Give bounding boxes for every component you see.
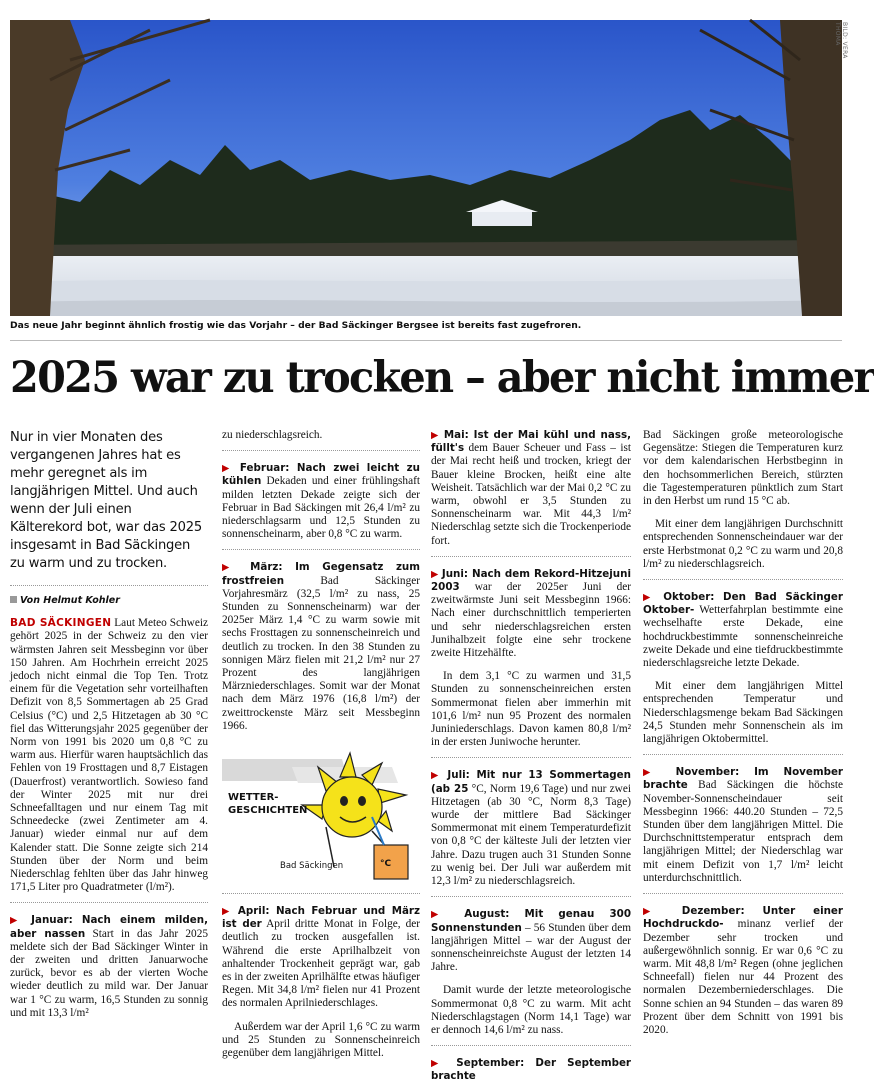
bullet-arrow-icon: ▶ — [643, 906, 665, 918]
section-september-text2: Mit einer dem langjährigen Durchschnitt entsprechenden Sonnenscheindauer war der erste Herbstmonat 0,2 °C zu warm und 20,8 l/m² zu niederschlagsreich. — [643, 518, 843, 570]
section-juli-head: Juli: Mit nur 13 Sommertagen (ab 25 — [431, 769, 631, 795]
column-2 — [222, 429, 420, 1060]
section-divider — [431, 556, 631, 557]
section-divider — [643, 754, 843, 755]
section-oktober-text: Wetterfahrplan bestimmte eine wechselhafte erste Dekade, eine hochdruckbestimmte sonnenscheinreiche zweite Dekade und eine tiefdruckbestimmte niederschlagsreiche letzte Dekade. — [643, 604, 843, 670]
bullet-arrow-icon: ▶ — [222, 562, 239, 574]
section-januar — [10, 914, 208, 1020]
bullet-arrow-icon: ▶ — [431, 770, 442, 782]
section-divider — [10, 902, 208, 903]
section-mai — [431, 429, 631, 548]
section-maerz-head: März: Im Gegensatz zum frostfreien — [222, 561, 420, 587]
section-divider — [431, 896, 631, 897]
section-januar-cont: zu niederschlagsreich. — [222, 429, 323, 441]
bullet-arrow-icon: ▶ — [431, 1058, 446, 1070]
section-august-text2: Damit wurde der letzte meteorologische Sommermonat 0,8 °C zu warm. Mit acht Niederschlagstagen (Norm 14,1 Tage) war er dennoch 14,6 l/m² zu nass. — [431, 984, 631, 1036]
column-1 — [10, 429, 208, 1020]
bullet-arrow-icon: ▶ — [431, 430, 440, 441]
bullet-arrow-icon: ▶ — [643, 592, 656, 604]
section-november-text: Bad Säckingen die höchste November-Sonnenscheindauer seit Messbeginn 1966: 440.20 Stunden – 72,5 Stunden über dem langjährigen Mittel. Die Durchschnittstemperatur entsprach dem langjährigen Mittel; der Niederschlag war mit einem Defizit von 1,7 l/m² leicht unterdurchschnittlich. — [643, 779, 843, 884]
logo-title: WETTER- GESCHICHTEN — [228, 792, 308, 817]
section-februar-text: Dekaden und einer frühlingshaft milden letzten Dekade zeigte sich der Februar in Bad Säckingen mit 26,4 l/m² zu niederschlagsarm und 12,5 Stunden zu sonnenscheinarm, aber 0,8 °C zu warm. — [222, 475, 420, 541]
column-4 — [643, 429, 843, 1037]
section-november — [643, 766, 843, 885]
bullet-arrow-icon: ▶ — [643, 767, 662, 779]
section-divider — [222, 549, 420, 550]
headline: 2025 war zu trocken – aber nicht immer — [10, 353, 874, 403]
section-juni-text2: In dem 3,1 °C zu warmen und 31,5 Stunden zu sonnenscheinreichen ersten Sommermonat fielen aber immerhin mit 101,6 l/m² nun 95 Prozent des normalen Juniniederschlags. Davon kamen 80,8 l/m² in der ersten Juniwoche herunter. — [431, 670, 631, 749]
section-divider — [222, 893, 420, 894]
section-juli — [431, 769, 631, 888]
section-februar — [222, 462, 420, 541]
section-september-text: Bad Säckingen große meteorologische Gegensätze: Stiegen die Temperaturen kurz vor dem kalendarischen Herbstbeginn in den hochsommerlichen Bereich, stürzten die Tagestemperaturen pünktlich zum Start in den Herbst um rund 15 °C ab. — [643, 429, 843, 508]
section-oktober-head: Oktober: Den Bad Säckinger Oktober- — [643, 591, 843, 617]
section-april-text: April dritte Monat in Folge, der deutlich zu trocken ausgefallen ist. Während die erste Aprilhalbzeit von anhaltender Trockenheit geprägt war, gab es in der zweiten Aprilhälfte etwas häufiger Regen. Mit 34,8 l/m² fielen nur 41 Prozent des normalen Aprilniederschlages. — [222, 918, 420, 1010]
section-juni-text: war der 2025er Juni der zweitwärmste Juni seit Messbeginn 1966: Nach einer durchschnittlich temperierten und sehr niederschlagsreichen ersten Junihalbzeit folgte eine sehr trockene zweite Hitzehälfte. — [431, 581, 631, 660]
section-mai-text: dem Bauer Scheuer und Fass – ist der Mai recht heiß und trocken, kriegt der Bauer kleine Brocken, heißt eine alte Weisheit. Tatsächlich war der Mai 0,2 °C zu warm, obwohl er 3,5 Stunden zu Sonnenscheinarm war. Mit 44,3 l/m² Niederschlag setzte sich die Trockenperiode fort. — [431, 442, 632, 547]
section-april — [222, 905, 420, 1011]
byline-square-icon — [10, 596, 17, 603]
section-februar-head: Februar: Nach zwei leicht zu kühlen — [222, 462, 420, 488]
section-juni — [431, 568, 631, 660]
frozen-lake-image — [10, 20, 842, 316]
byline — [10, 585, 208, 607]
section-divider — [431, 1045, 631, 1046]
bullet-arrow-icon: ▶ — [222, 906, 233, 918]
section-divider — [222, 450, 420, 451]
section-januar-head: Januar: Nach einem milden, aber nassen — [10, 914, 208, 940]
section-september-head: September: Der September brachte — [431, 1057, 632, 1083]
section-november-head: November: Im November brachte — [643, 766, 844, 792]
section-oktober-text2: Mit einer dem langjährigen Mittel entsprechenden Temperatur und Niederschlagsmenge bekam Bad Säckingen 24,5 Stunden mehr Sonnenschein als im langjährigen Oktobermittel. — [643, 680, 843, 746]
section-oktober — [643, 591, 843, 670]
wetter-geschichten-logo — [222, 747, 420, 881]
section-divider — [643, 579, 843, 580]
section-august-text: – 56 Stunden über dem langjährigen Mittel – war der August der sonnenscheinreichste August der letzten 14 Jahre. — [431, 921, 631, 974]
section-august — [431, 908, 631, 974]
photo-credit: BILD: VERA THOMA — [834, 22, 848, 59]
lead-text: Laut Meteo Schweiz gehört 2025 in der Schweiz zu den vier wärmsten Jahren seit Messbeginn vor über 150 Jahren. Am Hochrhein erreicht 2025 jedoch nicht einmal die Top Ten. Trotz einem für die Vegetation sehr vorteilhaften Defizit von 8,5 Sommertagen ab 25 Grad Celsius (°C) und 2,5 Hitzetagen ab 30 °C fiel das Witterungsjahr 2025 gegenüber der Norm von 1991 bis 2020 um 0,8 °C zu warm aus. Hierfür waren hauptsächlich das Fehlen von 19 Frosttagen und 8,7 Eistagen (Dauerfrost) verantwortlich. Sowieso fand der Winter 2025 mit nur drei Schneefalltagen und nur einem Tag mit Schneedecke (zwei Zentimeter am 4. Januar) wieder einmal nur auf dem Kalender statt. Die Sonne zeigte sich 214 Stunden über der Norm und beim Niederschlag fehlten über das Jahr hinweg 171,5 Liter pro Quadratmeter (l/m²). — [10, 617, 208, 894]
section-maerz-text: Bad Säckinger Vorjahresmärz (32,5 l/m² zu nass, 25 Stunden zu Sonnenscheinarm) war der 2025er März 1,4 °C zu warm sowie mit sechs Frosttagen zu sonnenscheinreich und deutlich zu trocken. In den 38 Stunden zu sonnigen März fielen mit 21,2 l/m² nur 27 Prozent des langjährigen Märzniederschlages. Somit war der Monat nach dem März 1976 (16,8 l/m²) der zweittrockenste März seit Messbeginn 1966. — [222, 574, 420, 732]
section-januar-text: Start in das Jahr 2025 meldete sich der Bad Säckinger Winter in der zweiten und dritten Januarwoche zurück, bevor es ab der vierten Woche wieder deutlich zu mild war. Der Januar war 1 °C zu warm, 16,5 Stunden zu sonnig und mit 13,3 l/m² — [10, 927, 208, 1019]
section-juni-head: Juni: Nach dem Rekord-Hitzejuni 2003 — [431, 567, 631, 594]
bullet-arrow-icon: ▶ — [222, 463, 234, 475]
section-divider — [643, 893, 843, 894]
photo-caption: Das neue Jahr beginnt ähnlich frostig wie das Vorjahr – der Bad Säckinger Bergsee ist bereits fast zugefroren. — [10, 320, 582, 331]
section-dezember-text: minanz verlief der Dezember sehr trocken und außergewöhnlich sonnig. Er war 0,6 °C zu warm. Mit 48,8 l/m² Regen (ohne jeglichen Schneefall) fielen nur 44 Prozent des normalen Dezemberniederschlages. Die Sonne schien an 94 Stunden – das waren 89 Prozent über dem Schnitt von 1991 bis 2020. — [643, 918, 843, 1036]
section-september — [431, 1057, 631, 1083]
section-maerz — [222, 561, 420, 733]
section-dezember — [643, 905, 843, 1037]
teaser: Nur in vier Monaten des vergangenen Jahres hat es mehr geregnet als im langjährigen Mittel. Und auch wenn der Juli einen Kälterekord bot, war das 2025 insgesamt in Bad Säckingen zu warm und zu trocken. — [10, 430, 203, 571]
logo-unit: °C — [380, 859, 392, 870]
section-divider — [431, 757, 631, 758]
section-mai-head: Mai: Ist der Mai kühl und nass, füllt's — [431, 429, 632, 455]
lake-photo — [10, 20, 842, 316]
headline-rule — [10, 340, 842, 341]
bullet-arrow-icon: ▶ — [10, 915, 23, 927]
bullet-arrow-icon: ▶ — [431, 909, 450, 921]
section-dezember-head: Dezember: Unter einer Hochdruckdo- — [643, 905, 843, 931]
section-juli-text: °C, Norm 19,6 Tage) und nur zwei Hitzetagen (ab 30 °C, Norm 8,3 Tage) wurde der mittlere Bad Säckinger Sommermonat mit einem Temperaturdefizit von 0,8 °C der kälteste Juli der letzten vier Jahre. Dazu trugen auch 31 Stunden Sonne zu wenig bei. Der Juli war außerdem mit 12,3 l/m² zu niederschlagsreich. — [431, 782, 631, 888]
section-april-head: April: Nach Februar und März ist der — [222, 905, 421, 931]
logo-subtitle: Bad Säckingen — [280, 861, 344, 872]
section-april-text2: Außerdem war der April 1,6 °C zu warm und 25 Stunden zu Sonnenscheinreich gegenüber dem langjährigen Mittel. — [222, 1020, 420, 1060]
section-august-head: August: Mit genau 300 Sonnenstunden — [431, 908, 631, 934]
dateline: BAD SÄCKINGEN — [10, 617, 112, 630]
bullet-arrow-icon: ▶ — [431, 568, 439, 580]
column-3 — [431, 429, 631, 1084]
lead-paragraph — [10, 617, 208, 894]
byline-author: Von Helmut Kohler — [20, 595, 120, 606]
